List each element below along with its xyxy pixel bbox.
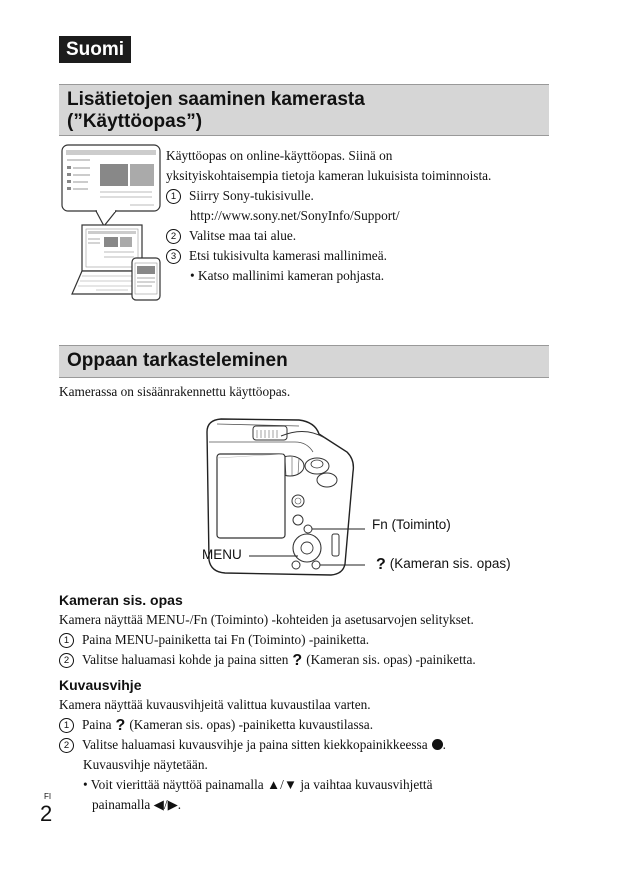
step-number-1: 1 xyxy=(59,633,74,648)
scroll-note-line1: • Voit vierittää näyttöä painamalla ▲/▼ ja vaihtaa kuvausvihjettä xyxy=(83,777,433,792)
step-number-1: 1 xyxy=(166,189,181,204)
scroll-note-line2: painamalla ◀/▶. xyxy=(92,797,182,812)
fn-callout-label: Fn (Toiminto) xyxy=(372,517,451,532)
step-text: Etsi tukisivulta kamerasi mallinimeä. xyxy=(189,248,387,263)
help-callout xyxy=(372,556,511,572)
question-mark-icon: ? xyxy=(115,717,126,734)
step-list-item xyxy=(59,715,373,735)
section-header-info xyxy=(59,84,549,136)
section2-intro: Kamerassa on sisäänrakennettu käyttöopas. xyxy=(59,384,291,399)
sub-heading-guide: Kameran sis. opas xyxy=(59,592,183,608)
step-number-1: 1 xyxy=(59,718,74,733)
question-mark-icon: ? xyxy=(376,556,386,573)
step-list-item: 2 Valitse haluamasi kuvausvihje ja paina sitten kiekkopainikkeessa . xyxy=(59,735,446,755)
step-list-item xyxy=(166,186,314,206)
step-text: (Kameran sis. opas) -painiketta. xyxy=(306,652,476,667)
step-number-3: 3 xyxy=(166,249,181,264)
section-header-guide xyxy=(59,345,549,378)
question-mark-icon: ? xyxy=(292,652,303,669)
support-url[interactable]: http://www.sony.net/SonyInfo/Support/ xyxy=(190,208,400,223)
step-continuation: Kuvausvihje näytetään. xyxy=(83,757,208,772)
filled-circle-icon xyxy=(432,739,443,750)
step-text: Valitse maa tai alue. xyxy=(189,228,297,243)
step-text: Valitse haluamasi kohde ja paina sitten xyxy=(82,652,289,667)
intro-line2: yksityiskohtaisempia tietoja kameran lukuisista toiminnoista. xyxy=(166,168,492,183)
section-title: Oppaan tarkasteleminen xyxy=(67,350,288,371)
step-list-item xyxy=(166,246,387,266)
step-text: Paina MENU-painiketta tai Fn (Toiminto) -painiketta. xyxy=(82,632,370,647)
section-title-line2: (”Käyttöopas”) xyxy=(67,111,203,132)
intro-line1: Käyttöopas on online-käyttöopas. Siinä on xyxy=(166,148,393,163)
step-text: Valitse haluamasi kuvausvihje ja paina sitten kiekkopainikkeessa xyxy=(82,737,428,752)
step-number-2: 2 xyxy=(59,653,74,668)
step-number-2: 2 xyxy=(59,738,74,753)
step-text: (Kameran sis. opas) -painiketta kuvaustilassa. xyxy=(129,717,374,732)
laptop-phone-illustration xyxy=(60,142,164,302)
step-text: Siirry Sony-tukisivulle. xyxy=(189,188,314,203)
sub-heading-tips: Kuvausvihje xyxy=(59,677,142,693)
language-tab: Suomi xyxy=(59,36,131,63)
step-text: Paina xyxy=(82,717,112,732)
step-number-2: 2 xyxy=(166,229,181,244)
section-title-line1: Lisätietojen saaminen kamerasta xyxy=(67,89,365,110)
page-number: 2 xyxy=(40,801,53,826)
step-list-item xyxy=(59,630,369,650)
sub2-line1: Kamera näyttää kuvausvihjeitä valittua kuvaustilaa varten. xyxy=(59,697,371,712)
help-callout-label: (Kameran sis. opas) xyxy=(389,556,511,571)
step-list-item xyxy=(59,650,476,670)
sub1-line1: Kamera näyttää MENU-/Fn (Toiminto) -kohteiden ja asetusarvojen selitykset. xyxy=(59,612,474,627)
model-name-note: • Katso mallinimi kameran pohjasta. xyxy=(190,268,385,283)
language-code: FI xyxy=(44,792,52,801)
step-list-item xyxy=(166,226,296,246)
menu-callout-label: MENU xyxy=(202,547,242,562)
